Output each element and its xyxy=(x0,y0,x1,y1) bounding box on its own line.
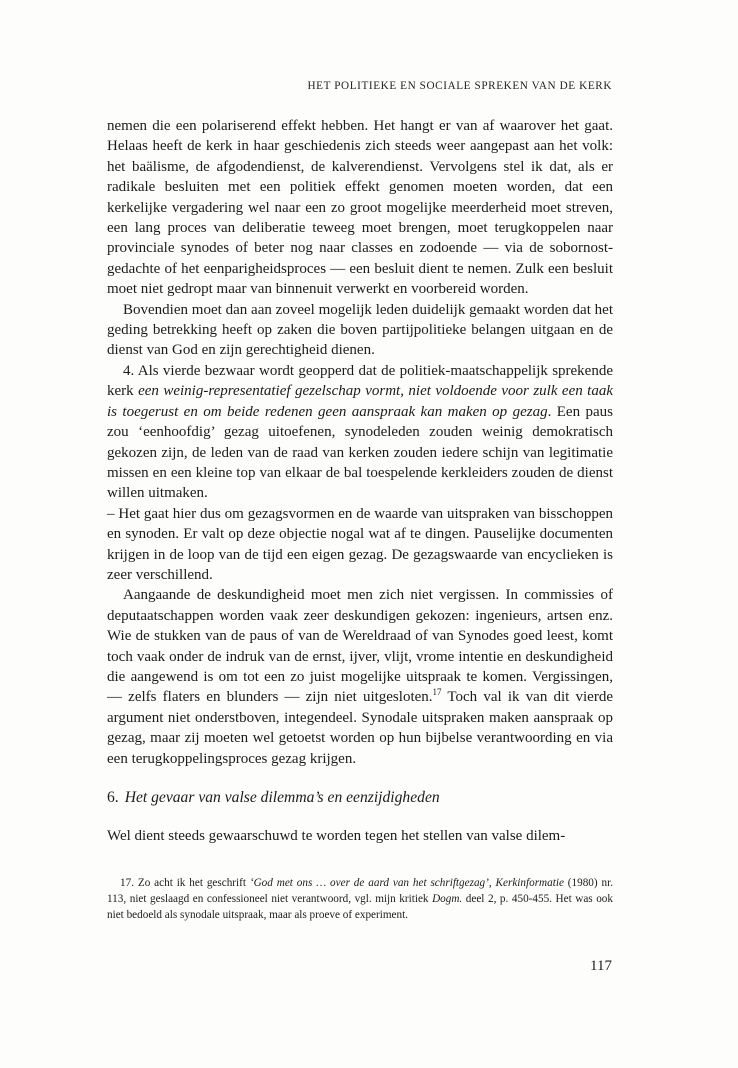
paragraph-1: nemen die een polariserend effekt hebben. Het hangt er van af waarover het gaat. Helaas heeft de kerk in haar geschiedenis zich steeds weer aangepast aan het volk: het baälisme, de afgodendienst, de kalverendienst. Vervolgens stel ik dat, als er radikale besluiten met een politiek effekt genomen moeten worden, dat een kerkelijke vergadering wel naar een zo groot mogelijke meerderheid moet streven, een lang proces van deliberatie teweeg moet brengen, moet terugkoppelen naar provinciale synodes of beter nog naar classes en zodoende — via de sobornost-gedachte of het eenparigheidsproces — een besluit dient te nemen. Zulk een besluit moet niet gedropt maar van binnenuit verwerkt en voorbereid worden. xyxy=(107,118,613,298)
paragraph-5-start: Aangaande de deskundigheid moet men zich niet vergissen. In commissies of deputaatschappen worden vaak zeer deskundigen gekozen: ingenieurs, artsen enz. Wie de stukken van de paus of van de Wereldraad of van Synodes goed leest, komt toch vaak onder de indruk van de ernst, ijver, vlijt, vrome intentie en deskundigheid die aangewend is om tot een zo juist mogelijke uitspraak te komen. Vergissingen, — zelfs flaters en blunders — zijn niet uitgesloten. xyxy=(107,587,613,706)
footnote-number: 17. xyxy=(120,877,134,889)
page-number: 117 xyxy=(590,958,612,974)
body-text xyxy=(107,116,613,769)
paragraph-3-end: . Een paus zou ‘eenhoofdig’ gezag uitoefenen, synodeleden zouden weinig demokratisch gekozen zijn, de leden van de raad van kerken zouden iedere schijn van legitimatie missen en een kleine top van elkaar de bal toespelende kerkleiders zouden de dienst willen uitmaken. xyxy=(107,403,613,502)
footnote-ref-italic: Dogm. xyxy=(432,892,463,905)
paragraph-5-end: Toch val ik van dit vierde argument niet onderstboven, integendeel. Synodale uitspraken maken aanspraak op gezag, maar zij moeten wel getoetst worden op hun bijbelse verantwoording en via een terugkoppelingsproces gezag krijgen. xyxy=(107,689,613,767)
footnote-17 xyxy=(107,876,613,923)
paragraph-3 xyxy=(107,361,613,504)
paragraph-3-start: 4. Als vierde bezwaar wordt geopperd dat de politiek-maatschappelijk sprekende kerk xyxy=(107,362,613,400)
paragraph-2: Bovendien moet dan aan zoveel mogelijk leden duidelijk gemaakt worden dat het geding betrekking heeft op zaken die boven partijpolitieke belangen uitgaan en de dienst van God en zijn gerechtigheid dienen. xyxy=(107,301,613,359)
footnote xyxy=(107,876,613,923)
running-head: HET POLITIEKE EN SOCIALE SPREKEN VAN DE KERK xyxy=(307,80,612,92)
footnote-text-2: (1980) nr. 113, niet geslaagd en confessioneel niet verantwoord, vgl. mijn kritiek xyxy=(107,877,613,905)
paragraph-5 xyxy=(107,585,613,769)
section-heading xyxy=(107,789,613,807)
paragraph-4: – Het gaat hier dus om gezagsvormen en de waarde van uitspraken van bisschoppen en synoden. Er valt op deze objectie nogal wat af te dingen. Pauselijke documenten krijgen in de loop van de tijd een eigen gezag. De gezagswaarde van encyclieken is zeer verschillend. xyxy=(107,505,613,583)
footnote-title-italic: ‘God met ons … over de aard van het schriftgezag’, Kerkinformatie xyxy=(249,877,564,889)
footnote-reference: 17 xyxy=(432,687,442,698)
footnote-text-3: deel 2, p. 450-455. Het was ook niet bedoeld als synodale uitspraak, maar als proeve of experiment. xyxy=(107,892,613,921)
footnote-text-1: Zo acht ik het geschrift xyxy=(133,877,250,889)
section-title: Het gevaar van valse dilemma’s en eenzijdigheden xyxy=(124,789,440,806)
section-lead-text: Wel dient steeds gewaarschuwd te worden tegen het stellen van valse dilem- xyxy=(107,828,566,844)
section-number: 6. xyxy=(107,789,119,806)
paragraph-3-italic: een weinig-representatief gezelschap vormt, niet voldoende voor zulk een taak is toegerust en om beide redenen geen aanspraak kan maken op gezag xyxy=(107,383,614,420)
